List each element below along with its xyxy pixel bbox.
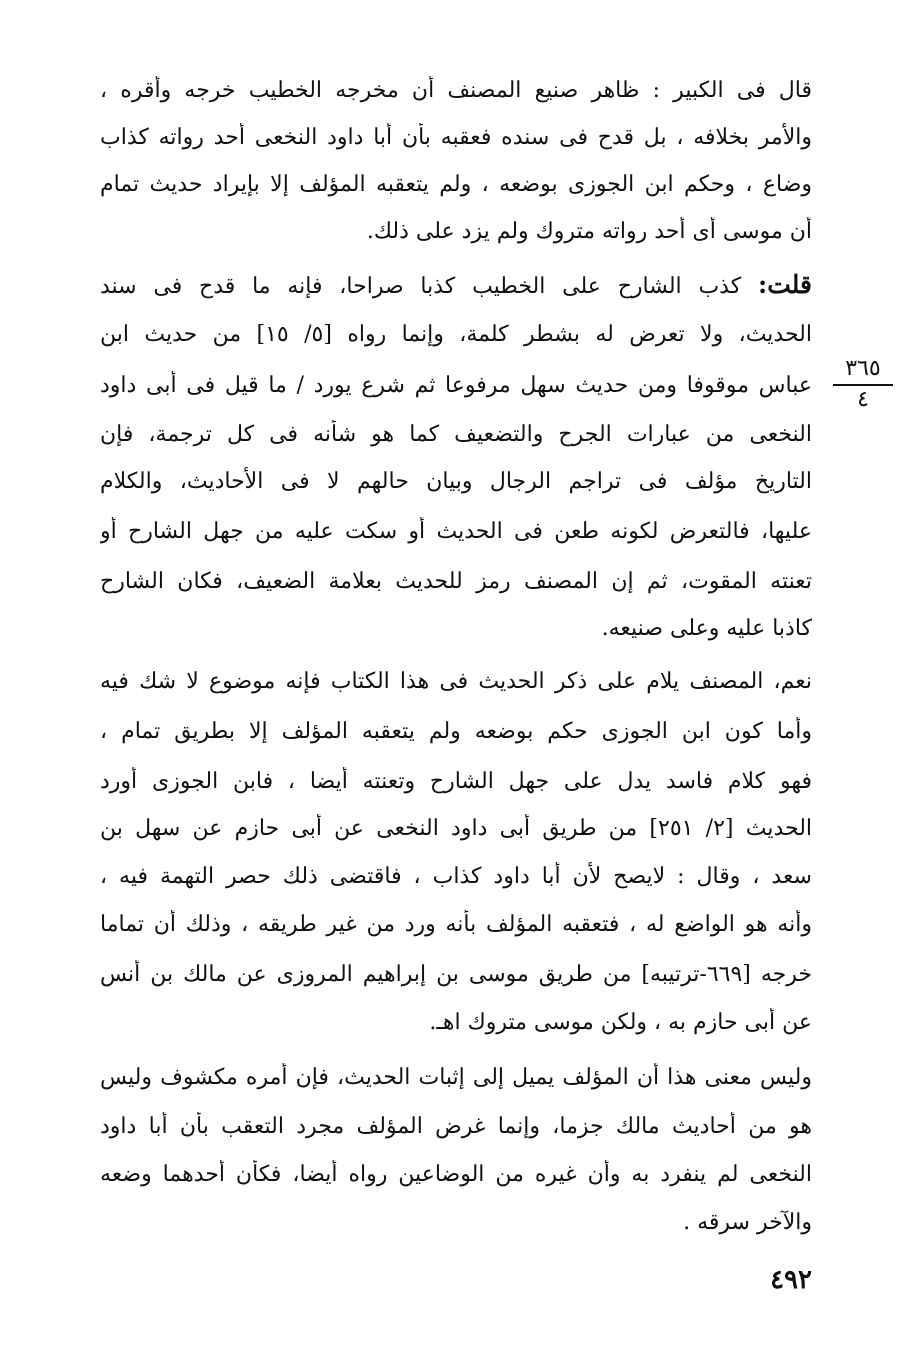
- text-line: نعم، المصنف يلام على ذكر الحديث فى هذا الكتاب فإنه موضوع لا شك فيه: [100, 669, 812, 694]
- text-line: خرجه [٦٦٩-ترتيبه] من طريق موسى بن إبراهيم المروزى عن مالك بن أنس: [100, 962, 812, 987]
- text-line: كاذبا عليه وعلى صنيعه.: [601, 616, 812, 641]
- text-line: عليها، فالتعرض لكونه طعن فى الحديث أو سكت عليه من جهل الشارح أو: [100, 519, 812, 544]
- text-line: وأما كون ابن الجوزى حكم بوضعه ولم يتعقبه المؤلف إلا بطريق تمام ،: [100, 719, 812, 744]
- text-line: وأنه هو الواضع له ، فتعقبه المؤلف بأنه ورد من غير طريقه ، وذلك أن تماما: [100, 912, 812, 937]
- text-line: أن موسى أى أحد رواته متروك ولم يزد على ذلك.: [366, 219, 812, 244]
- text-line: التاريخ مؤلف فى تراجم الرجال وبيان حالهم لا فى الأحاديث، والكلام: [100, 469, 812, 494]
- text-line: النخعى لم ينفرد به وأن غيره من الوضاعين رواه أيضا، فكأن أحدهما وضعه: [100, 1162, 812, 1187]
- text-line: وليس معنى هذا أن المؤلف يميل إلى إثبات الحديث، فإن أمره مكشوف وليس: [100, 1065, 812, 1090]
- page-number: ٤٩٢: [770, 1265, 812, 1295]
- text-line: فهو كلام فاسد يدل على جهل الشارح وتعنته أيضا ، فابن الجوزى أورد: [100, 769, 812, 794]
- margin-reference-part: ٤: [857, 387, 869, 412]
- text-line: قال فى الكبير : ظاهر صنيع المصنف أن مخرجه الخطيب خرجه وأقره ،: [100, 78, 812, 103]
- margin-reference-volume-page: ٣٦٥: [833, 355, 893, 386]
- text-line: والآخر سرقه .: [683, 1210, 812, 1235]
- text-line: تعنته المقوت، ثم إن المصنف رمز للحديث بعلامة الضعيف، فكان الشارح: [100, 569, 812, 594]
- margin-reference: [833, 355, 893, 414]
- text-line: [100, 270, 812, 302]
- text-line: وضاع ، وحكم ابن الجوزى بوضعه ، ولم يتعقبه المؤلف إلا بإيراد حديث تمام: [100, 172, 812, 197]
- text-line: النخعى من عبارات الجرح والتضعيف كما هو شأنه فى كل ترجمة، فإن: [100, 422, 812, 447]
- text-line: عن أبى حازم به ، ولكن موسى متروك اهـ.: [429, 1010, 812, 1035]
- text-line: هو من أحاديث مالك جزما، وإنما غرض المؤلف مجرد التعقب بأن أبا داود: [100, 1114, 812, 1139]
- text-line: عباس موقوفا ومن حديث سهل مرفوعا ثم شرع يورد / ما قيل فى أبى داود: [100, 373, 812, 398]
- text-line: والأمر بخلافه ، بل قدح فى سنده فعقبه بأن أبا داود النخعى أحد رواته كذاب: [100, 125, 812, 150]
- text-line: الحديث، ولا تعرض له بشطر كلمة، وإنما رواه [٥/ ١٥] من حديث ابن: [100, 322, 812, 347]
- text-line: الحديث [٢/ ٢٥١] من طريق أبى داود النخعى عن أبى حازم عن سهل بن: [100, 816, 812, 841]
- text-line-content: كذب الشارح على الخطيب كذبا صراحا، فإنه ما قدح فى سند: [100, 274, 742, 299]
- paragraph-lead: قلت:: [757, 270, 812, 299]
- text-line: سعد ، وقال : لايصح لأن أبا داود كذاب ، فاقتضى ذلك حصر التهمة فيه ،: [100, 864, 812, 889]
